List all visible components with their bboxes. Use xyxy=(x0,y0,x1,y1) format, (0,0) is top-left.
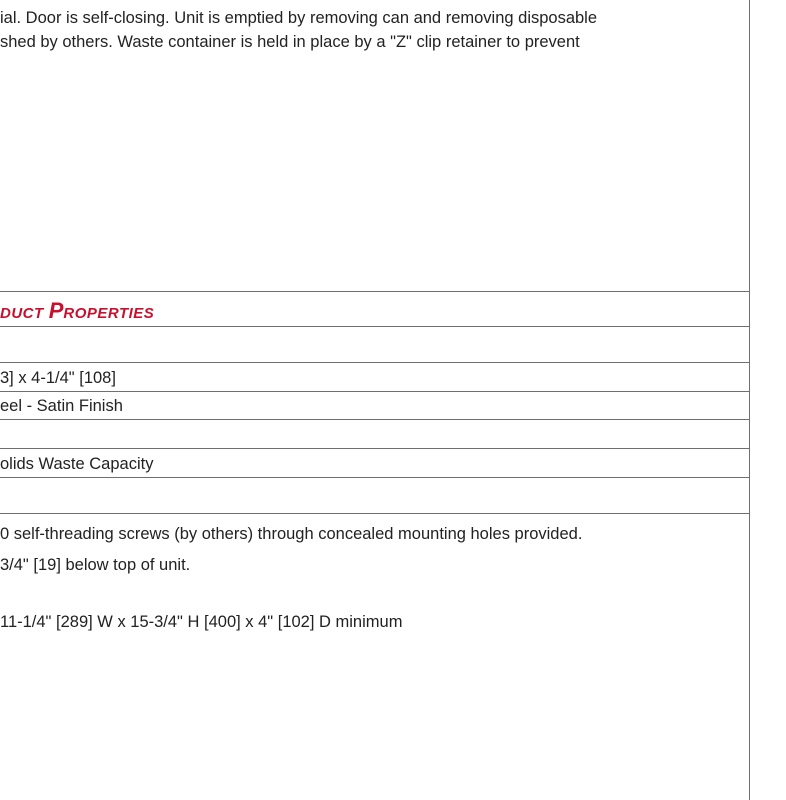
section-heading-product-properties: DUCT PROPERTIES xyxy=(0,298,155,323)
description-line-1: ial. Door is self-closing. Unit is emptied by removing can and removing disposable xyxy=(0,9,598,27)
installation-line-3: 11-1/4" [289] W x 15-3/4" H [400] x 4" [102] D minimum xyxy=(0,613,403,631)
right-border xyxy=(749,0,750,800)
property-dimensions: 3] x 4-1/4" [108] xyxy=(0,369,116,387)
divider xyxy=(0,513,750,514)
divider xyxy=(0,448,750,449)
divider xyxy=(0,391,750,392)
installation-line-2: 3/4" [19] below top of unit. xyxy=(0,556,191,574)
product-description xyxy=(0,6,742,54)
description-line-2: shed by others. Waste container is held in place by a "Z" clip retainer to prevent xyxy=(0,33,580,51)
divider xyxy=(0,419,750,420)
divider xyxy=(0,477,750,478)
property-capacity: olids Waste Capacity xyxy=(0,455,154,473)
divider xyxy=(0,291,750,292)
divider xyxy=(0,362,750,363)
property-material: eel - Satin Finish xyxy=(0,397,123,415)
divider xyxy=(0,326,750,327)
installation-line-1: 0 self-threading screws (by others) through concealed mounting holes provided. xyxy=(0,525,583,543)
